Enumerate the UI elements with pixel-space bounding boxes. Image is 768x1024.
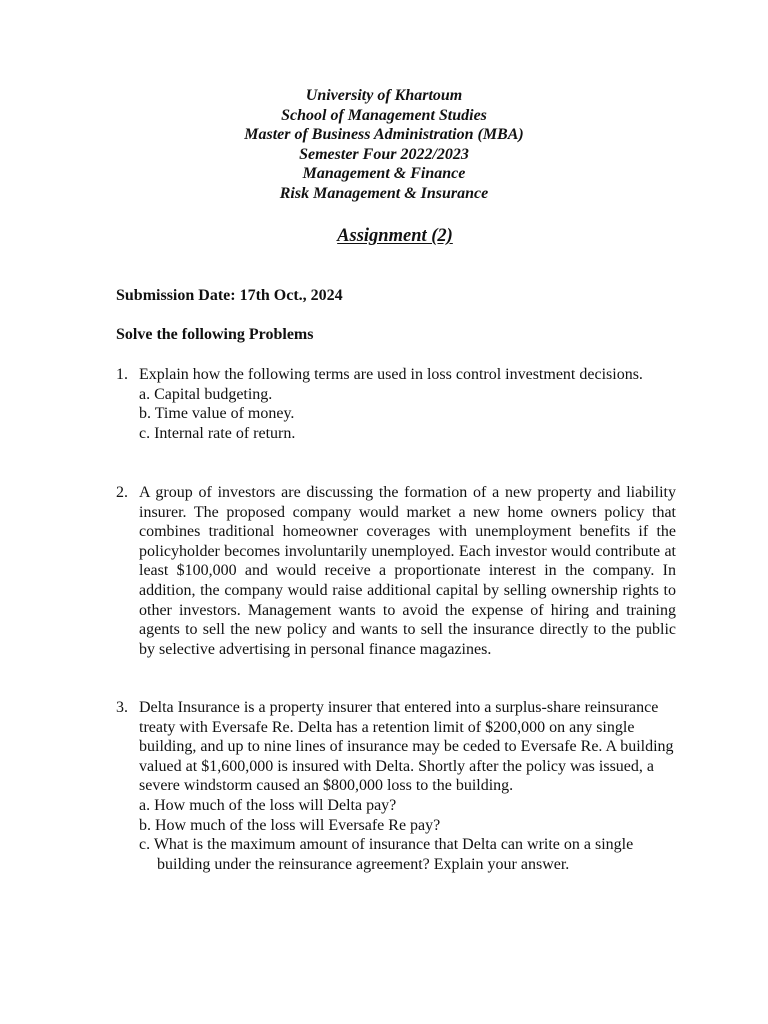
problem-number: 2. — [116, 484, 128, 501]
problem-3 — [116, 698, 676, 874]
submission-date: Submission Date: 17th Oct., 2024 — [116, 287, 343, 304]
course-name: Risk Management & Insurance — [279, 184, 489, 202]
problem-1 — [116, 365, 676, 443]
problem-item: c. What is the maximum amount of insurance that Delta can write on a single building under the reinsurance agreement? Explain your answer. — [139, 836, 634, 873]
problem-item: a. Capital budgeting. — [139, 385, 273, 403]
problem-text: Delta Insurance is a property insurer that entered into a surplus-share reinsurance treaty with Eversafe Re. Delta has a retention limit of $200,000 on any single building, and up to nine lines of insurance may be ceded to Eversafe Re. A building valued at $1,600,000 is insured with Delta. Shortly after the policy was issued, a severe windstorm caused an $800,000 loss to the building. — [139, 699, 674, 795]
program-name: Master of Business Administration (MBA) — [244, 126, 524, 144]
problem-number: 3. — [116, 699, 128, 716]
problem-item: b. Time value of money. — [139, 405, 295, 423]
school-name: School of Management Studies — [281, 106, 487, 124]
problem-item: b. How much of the loss will Eversafe Re pay? — [139, 816, 441, 834]
document-header — [0, 86, 768, 204]
problem-text: A group of investors are discussing the formation of a new property and liability insurer. The proposed company would market a new home owners policy that combines traditional homeowner coverages with unemployment benefits if the policyholder becomes involuntarily unemployed. Each investor would contribute at least $100,000 and would receive a proportionate interest in the company. In addition, the company would raise additional capital by selling ownership rights to other investors. Management wants to avoid the expense of hiring and training agents to sell the new policy and wants to sell the insurance directly to the public by selective advertising in personal finance magazines. — [139, 484, 676, 658]
problem-2 — [116, 483, 676, 659]
semester: Semester Four 2022/2023 — [299, 145, 469, 163]
problem-text: Explain how the following terms are used in loss control investment decisions. — [139, 366, 643, 383]
instruction-heading: Solve the following Problems — [116, 326, 314, 343]
problem-number: 1. — [116, 366, 128, 383]
university-name: University of Khartoum — [305, 87, 463, 104]
department: Management & Finance — [302, 165, 466, 183]
assignment-title: Assignment (2) — [337, 226, 453, 246]
problem-item: c. Internal rate of return. — [139, 424, 296, 442]
problem-item: a. How much of the loss will Delta pay? — [139, 796, 397, 814]
